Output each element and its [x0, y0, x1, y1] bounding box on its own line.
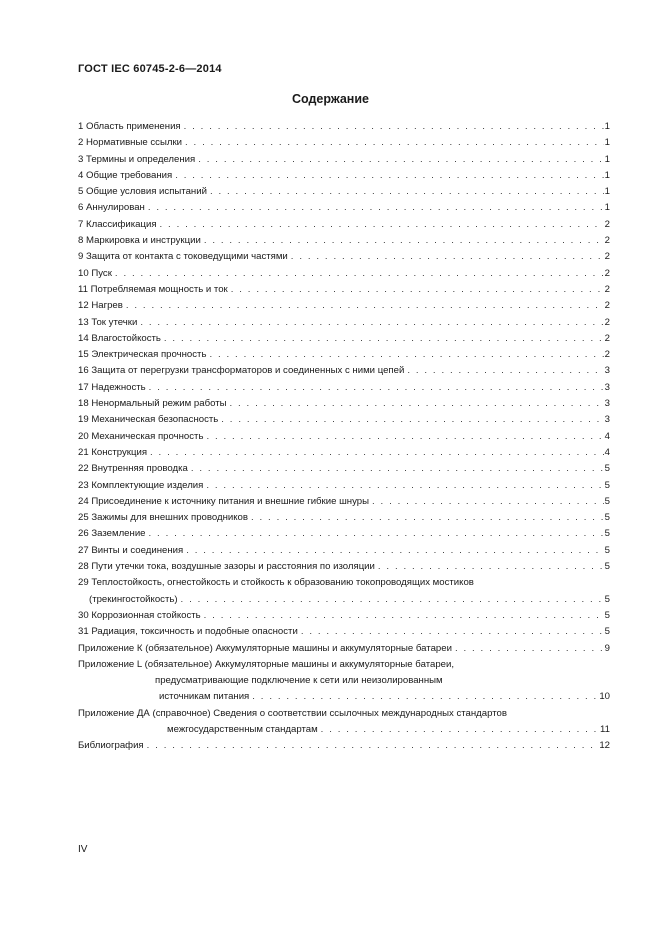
toc-leader	[206, 478, 603, 494]
toc-leader	[210, 184, 604, 200]
toc-entry[interactable]	[78, 184, 610, 200]
toc-entry-title: 26 Заземление	[78, 528, 146, 540]
document-header: ГОСТ IEC 60745-2-6—2014	[78, 63, 222, 75]
toc-entry[interactable]	[78, 363, 610, 379]
toc-leader	[301, 624, 604, 640]
toc-entry[interactable]	[78, 592, 610, 608]
toc-entry[interactable]	[78, 494, 610, 510]
toc-entry-title: 6 Аннулирован	[78, 202, 145, 214]
toc-entry-page: 5	[604, 593, 610, 605]
toc-entry-title: 9 Защита от контакта с токоведущими частями	[78, 251, 288, 263]
toc-entry-title: 5 Общие условия испытаний	[78, 186, 207, 198]
toc-entry-page: 5	[604, 561, 610, 573]
toc-entry-page: 4	[604, 430, 610, 442]
toc-entry-title: 31 Радиация, токсичность и подобные опасности	[78, 626, 298, 638]
page-number: IV	[78, 844, 88, 855]
toc-leader	[164, 331, 604, 347]
toc-leader	[230, 396, 604, 412]
toc-entry-page: 2	[604, 316, 610, 328]
toc-entry-title: 19 Механическая безопасность	[78, 414, 219, 426]
toc-leader	[204, 233, 604, 249]
toc-entry[interactable]	[78, 347, 610, 363]
toc-leader	[455, 641, 604, 657]
page-title: Содержание	[291, 92, 369, 106]
toc-entry[interactable]	[78, 168, 610, 184]
toc-leader	[198, 152, 603, 168]
toc-entry-continuation: предусматривающие подключение к сети или неизолированным	[155, 675, 443, 687]
toc-entry-title: 30 Коррозионная стойкость	[78, 609, 201, 621]
toc-entry-page: 1	[604, 121, 610, 132]
table-of-contents	[78, 119, 610, 755]
toc-entry[interactable]	[78, 331, 610, 347]
toc-leader	[140, 315, 603, 331]
toc-entry-title: 23 Комплектующие изделия	[78, 479, 204, 491]
toc-entry-page: 12	[599, 740, 610, 752]
toc-entry-title: Приложение К (обязательное) Аккумуляторные машины и аккумуляторные батареи	[78, 642, 452, 654]
toc-leader	[126, 298, 604, 314]
toc-leader	[175, 168, 603, 184]
toc-entry-title: Библиография	[78, 740, 144, 752]
toc-entry-title: 21 Конструкция	[78, 446, 148, 458]
toc-leader	[252, 689, 598, 705]
toc-entry-title: 13 Ток утечки	[78, 316, 138, 328]
toc-entry[interactable]	[78, 282, 610, 298]
toc-leader	[186, 543, 603, 559]
toc-entry[interactable]	[78, 689, 610, 705]
toc-leader	[184, 119, 604, 135]
toc-entry[interactable]	[78, 478, 610, 494]
toc-entry[interactable]	[78, 249, 610, 265]
toc-entry-page: 5	[604, 528, 610, 540]
toc-leader	[291, 249, 604, 265]
toc-leader	[231, 282, 604, 298]
toc-entry-title: 12 Нагрев	[78, 300, 123, 312]
toc-entry[interactable]	[78, 135, 610, 151]
toc-entry-page: 4	[604, 446, 610, 458]
toc-entry-title: 22 Внутренняя проводка	[78, 463, 188, 475]
toc-entry-page: 5	[604, 495, 610, 507]
toc-entry-title: 2 Нормативные ссылки	[78, 137, 183, 149]
toc-entry[interactable]	[78, 461, 610, 477]
toc-entry[interactable]	[78, 608, 610, 624]
toc-leader	[150, 445, 604, 461]
toc-entry-title: 17 Надежность	[78, 381, 146, 393]
toc-leader	[378, 559, 604, 575]
toc-entry-title: 16 Защита от перегрузки трансформаторов и соединенных с ними цепей	[78, 365, 405, 377]
toc-leader	[204, 608, 604, 624]
toc-entry-page: 1	[604, 137, 610, 149]
toc-entry-title: 7 Классификация	[78, 218, 157, 230]
toc-leader	[206, 429, 603, 445]
toc-entry[interactable]	[78, 152, 610, 168]
toc-leader	[407, 363, 603, 379]
toc-leader	[221, 412, 603, 428]
toc-leader	[321, 722, 599, 738]
toc-entry-page: 3	[604, 381, 610, 393]
toc-entry-page: 2	[604, 267, 610, 279]
toc-entry[interactable]	[78, 738, 610, 754]
toc-entry-title: 20 Механическая прочность	[78, 430, 204, 442]
toc-leader	[181, 592, 604, 608]
toc-leader	[149, 380, 604, 396]
toc-leader	[160, 217, 604, 233]
toc-entry-title: 24 Присоединение к источнику питания и внешние гибкие шнуры	[78, 495, 370, 507]
toc-entry-title[interactable]: Приложение ДА (справочное) Сведения о соответствии ссылочных международных стандартов	[78, 707, 507, 719]
toc-entry-page: 5	[604, 512, 610, 524]
toc-entry-page: 2	[604, 251, 610, 263]
toc-leader	[115, 266, 604, 282]
toc-entry-page: 2	[604, 349, 610, 361]
toc-entry[interactable]	[78, 315, 610, 331]
toc-entry-continuation: (трекингостойкость)	[89, 593, 178, 605]
toc-entry-continuation: межгосударственным стандартам	[167, 723, 318, 735]
toc-entry-page: 1	[604, 153, 610, 165]
toc-entry[interactable]	[78, 298, 610, 314]
toc-entry-title: 8 Маркировка и инструкции	[78, 235, 201, 247]
toc-entry-title: 1 Область применения	[78, 121, 181, 132]
toc-entry-page: 2	[604, 218, 610, 230]
toc-entry[interactable]	[78, 380, 610, 396]
toc-leader	[185, 135, 604, 151]
toc-entry[interactable]	[78, 559, 610, 575]
toc-entry[interactable]	[78, 722, 610, 738]
toc-entry-page: 5	[604, 479, 610, 491]
toc-entry[interactable]	[78, 445, 610, 461]
toc-entry-page: 1	[604, 186, 610, 198]
toc-entry-title: 3 Термины и определения	[78, 153, 196, 165]
toc-entry[interactable]	[78, 412, 610, 428]
toc-entry-title: 4 Общие требования	[78, 169, 173, 181]
toc-entry-page: 5	[604, 463, 610, 475]
toc-entry[interactable]	[78, 396, 610, 412]
toc-entry[interactable]	[78, 641, 610, 657]
toc-entry[interactable]	[78, 217, 610, 233]
toc-entry-page: 5	[604, 626, 610, 638]
toc-entry[interactable]	[78, 624, 610, 640]
toc-leader	[251, 510, 604, 526]
toc-entry-page: 1	[604, 202, 610, 214]
toc-entry-title: 11 Потребляемая мощность и ток	[78, 283, 228, 295]
toc-leader	[191, 461, 604, 477]
toc-entry[interactable]	[78, 510, 610, 526]
toc-entry[interactable]	[78, 266, 610, 282]
toc-entry[interactable]	[78, 526, 610, 542]
toc-entry-title: 18 Ненормальный режим работы	[78, 398, 227, 410]
toc-entry-page: 9	[604, 642, 610, 654]
toc-entry-page: 2	[604, 300, 610, 312]
toc-entry-page: 5	[604, 544, 610, 556]
toc-entry-title: 27 Винты и соединения	[78, 544, 184, 556]
toc-entry-page: 2	[604, 283, 610, 295]
toc-entry-title: 15 Электрическая прочность	[78, 349, 207, 361]
toc-leader	[149, 526, 604, 542]
toc-entry[interactable]	[78, 200, 610, 216]
toc-leader	[147, 738, 599, 754]
toc-entry-page: 5	[604, 609, 610, 621]
toc-entry-page: 2	[604, 235, 610, 247]
toc-entry-page: 10	[599, 691, 610, 703]
toc-entry-title: 14 Влагостойкость	[78, 332, 161, 344]
toc-entry-title: 10 Пуск	[78, 267, 112, 279]
toc-entry[interactable]	[78, 119, 610, 135]
toc-entry[interactable]	[78, 543, 610, 559]
toc-entry-page: 3	[604, 414, 610, 426]
toc-entry-page: 1	[604, 169, 610, 181]
toc-entry-continuation: источникам питания	[159, 691, 250, 703]
toc-entry[interactable]	[78, 429, 610, 445]
toc-entry-title[interactable]: Приложение L (обязательное) Аккумуляторные машины и аккумуляторные батареи,	[78, 658, 455, 670]
toc-leader	[148, 200, 604, 216]
toc-entry-page: 2	[604, 332, 610, 344]
toc-entry-page: 11	[600, 723, 610, 735]
toc-leader	[209, 347, 603, 363]
toc-entry-page: 3	[604, 398, 610, 410]
toc-entry-title: 28 Пути утечки тока, воздушные зазоры и расстояния по изоляции	[78, 561, 375, 573]
toc-entry[interactable]	[78, 233, 610, 249]
toc-entry-title[interactable]: 29 Теплостойкость, огнестойкость и стойкость к образованию токопроводящих мостиков	[78, 577, 474, 589]
toc-leader	[372, 494, 604, 510]
toc-entry-title: 25 Зажимы для внешних проводников	[78, 512, 248, 524]
toc-entry-page: 3	[604, 365, 610, 377]
